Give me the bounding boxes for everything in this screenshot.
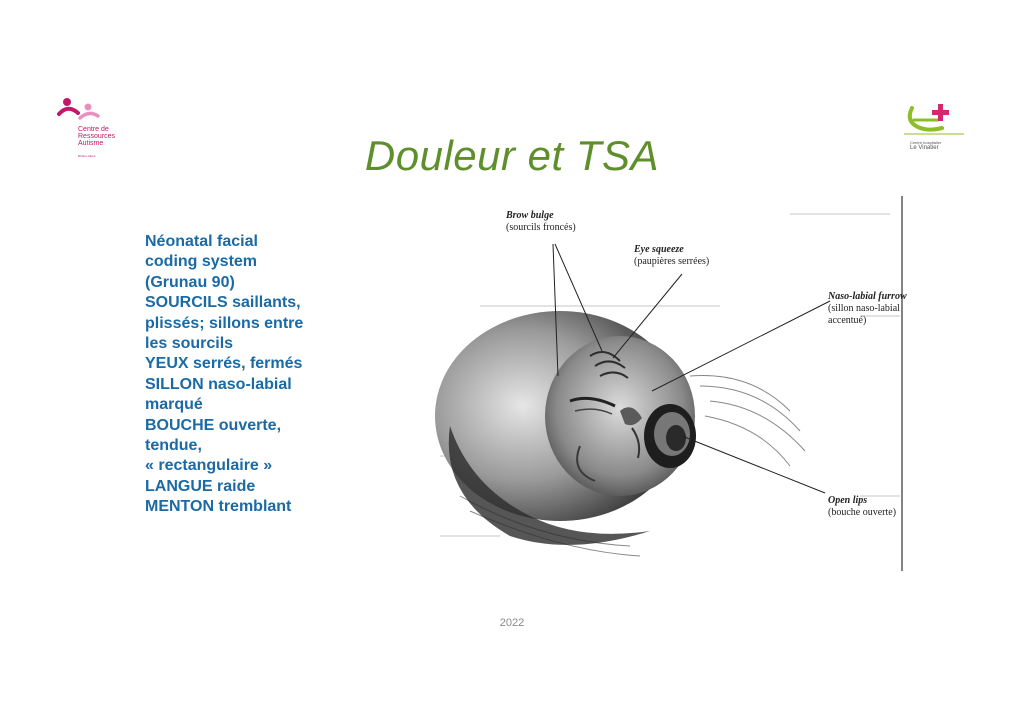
label-en: Naso-labial furrow xyxy=(828,291,907,302)
facs-line: LANGUE raide xyxy=(145,477,256,495)
label-naso-labial-furrow xyxy=(828,291,907,327)
cra-line: Centre de xyxy=(78,126,109,133)
facs-line: SOURCILS saillants, xyxy=(145,294,301,312)
facs-line: MENTON tremblant xyxy=(145,498,292,516)
label-open-lips xyxy=(828,495,896,519)
cra-figures-icon xyxy=(56,96,116,126)
facs-line: plissés; sillons entre xyxy=(145,314,304,332)
facs-line: tendue, xyxy=(145,437,202,455)
neonatal-pain-face-illustration xyxy=(420,196,955,571)
label-en: Open lips xyxy=(828,495,868,506)
facs-line: « rectangulaire » xyxy=(145,457,273,475)
label-fr: accentué) xyxy=(828,315,867,326)
facs-line: Néonatal facial xyxy=(145,233,258,250)
facs-line: YEUX serrés, fermés xyxy=(145,355,303,373)
cra-line: Autisme xyxy=(78,140,104,147)
facs-description xyxy=(145,232,345,518)
label-en: Brow bulge xyxy=(506,210,554,221)
label-fr: (sourcils froncés) xyxy=(506,222,576,233)
label-brow-bulge xyxy=(506,210,576,234)
facs-line: BOUCHE ouverte, xyxy=(145,416,282,434)
facs-line: les sourcils xyxy=(145,335,234,353)
facs-line: marqué xyxy=(145,396,203,414)
label-eye-squeeze xyxy=(634,244,709,268)
slide-footer-year: 2022 xyxy=(499,617,525,629)
vinatier-small-text: Centre hospitalier xyxy=(910,140,942,145)
facs-line: (Grunau 90) xyxy=(145,273,235,291)
label-fr: (paupières serrées) xyxy=(634,256,710,267)
facs-line: SILLON naso-labial xyxy=(145,375,292,393)
label-fr: (sillon naso-labial xyxy=(828,303,900,314)
slide-title: Douleur et TSA xyxy=(364,132,660,179)
label-fr: (bouche ouverte) xyxy=(828,507,897,518)
label-en: Eye squeeze xyxy=(634,244,684,255)
cra-line: Ressources xyxy=(78,133,115,140)
facs-line: coding system xyxy=(145,253,258,271)
vinatier-name: Le Vinatier xyxy=(910,145,939,151)
cra-subline: Rhône-Alpes xyxy=(78,154,96,158)
